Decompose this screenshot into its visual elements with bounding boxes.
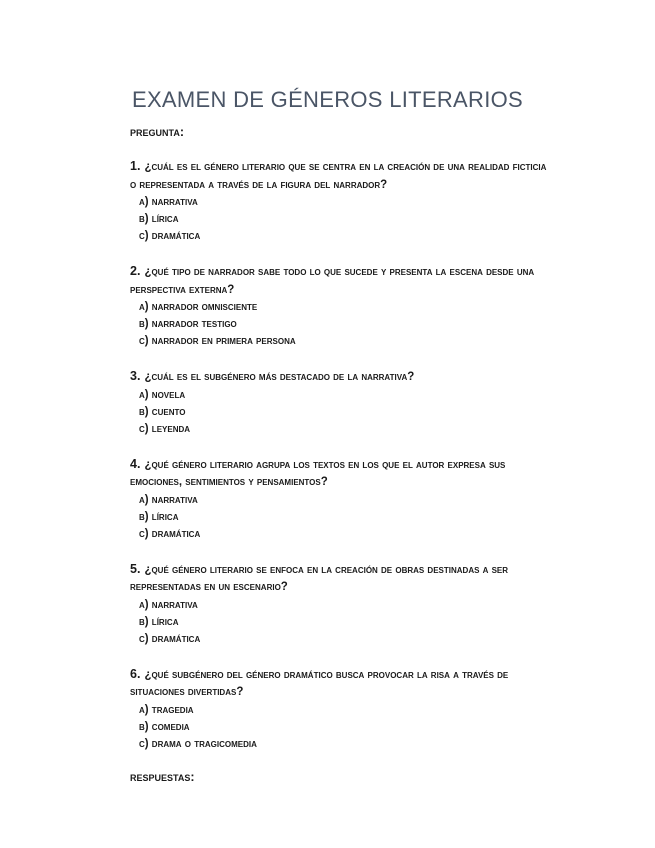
option-b: b) comedia (139, 720, 190, 733)
option-c: c) drama o tragicomedia (139, 737, 257, 750)
question-3 (130, 368, 550, 438)
option-b: b) cuento (139, 405, 186, 418)
question-text (130, 158, 550, 194)
question-text (130, 561, 550, 597)
option-c: c) dramática (139, 632, 201, 645)
question-6 (130, 666, 550, 753)
question-prompt: ¿qué subgénero del género dramático busca provocar la risa a través de situaciones divertidas? (130, 668, 509, 698)
option-c: c) leyenda (139, 422, 191, 435)
option-list (139, 702, 550, 753)
option-b: b) lírica (139, 213, 179, 225)
option-c: c) narrador en primera persona (139, 335, 296, 347)
question-number: 6. (130, 666, 141, 681)
question-5 (130, 561, 550, 648)
option-list (139, 492, 550, 543)
questions-label: pregunta: (130, 125, 184, 139)
option-b: b) lírica (139, 615, 179, 628)
option-a: a) tragedia (139, 703, 194, 716)
question-prompt: ¿cuál es el género literario que se centra en la creación de una realidad ficticia o representada a través de la figura del narrador? (130, 161, 547, 191)
question-text (130, 456, 550, 492)
answers-label: respuestas: (130, 769, 195, 784)
question-prompt: ¿cuál es el subgénero más destacado de la narrativa? (144, 371, 415, 383)
option-b: b) narrador testigo (139, 318, 237, 330)
option-a: a) narrador omnisciente (139, 301, 258, 313)
question-4 (130, 456, 550, 543)
option-list (139, 387, 550, 438)
document-title: EXAMEN DE GÉNEROS LITERARIOS (131, 86, 524, 112)
option-a: a) narrativa (139, 493, 198, 506)
option-list (139, 597, 550, 648)
question-number: 2. (130, 264, 141, 278)
question-number: 1. (130, 159, 141, 173)
question-list (130, 158, 550, 753)
question-2 (130, 263, 550, 350)
question-prompt: ¿qué género literario agrupa los textos en los que el autor expresa sus emociones, sentimientos y pensamientos? (130, 458, 506, 488)
question-number: 3. (130, 369, 141, 383)
question-1 (130, 158, 550, 245)
option-a: a) novela (139, 388, 186, 401)
option-a: a) narrativa (139, 598, 198, 611)
document-body (130, 124, 550, 786)
question-number: 4. (130, 456, 141, 471)
option-list (139, 299, 550, 350)
option-c: c) dramática (139, 230, 201, 242)
option-list (139, 194, 550, 245)
question-text (130, 263, 550, 299)
option-a: a) narrativa (139, 196, 198, 208)
question-text (130, 666, 550, 702)
question-prompt: ¿qué género literario se enfoca en la creación de obras destinadas a ser representadas en un escenario? (130, 563, 509, 593)
question-number: 5. (130, 561, 141, 576)
question-prompt: ¿qué tipo de narrador sabe todo lo que sucede y presenta la escena desde una perspectiva externa? (130, 266, 535, 296)
question-text (130, 368, 550, 387)
option-c: c) dramática (139, 527, 201, 540)
option-b: b) lírica (139, 510, 179, 523)
